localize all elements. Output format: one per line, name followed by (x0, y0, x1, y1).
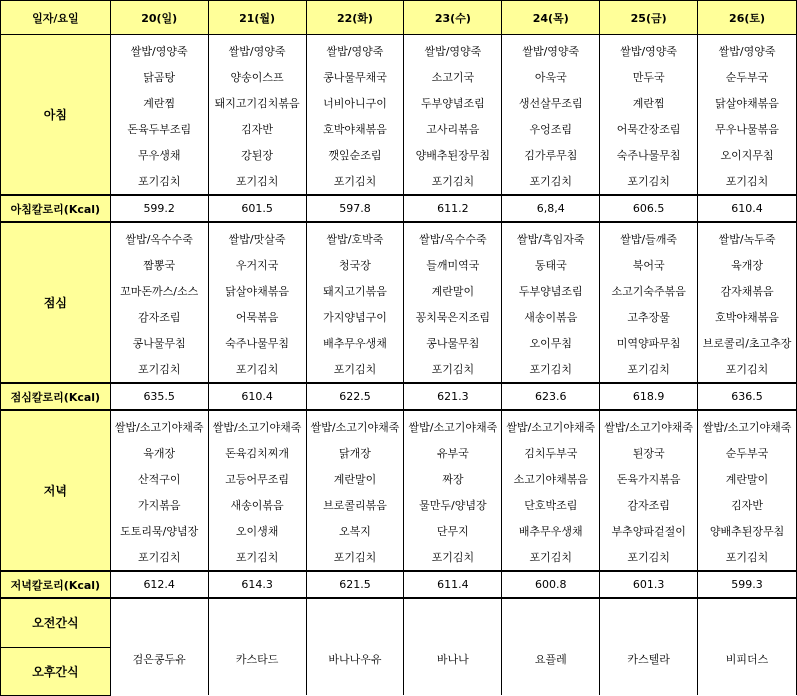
menu-item: 돼지고기김치볶음 (208, 90, 306, 116)
menu-item: 순두부국 (698, 440, 797, 466)
menu-item: 너비아니구이 (306, 90, 404, 116)
kcal-value: 610.4 (698, 195, 797, 222)
menu-item: 포기김치 (502, 168, 600, 195)
menu-item: 어묵간장조림 (600, 116, 698, 142)
snack-item: 요플레 (502, 647, 600, 671)
menu-item: 포기김치 (502, 356, 600, 383)
corner-header: 일자/요일 (1, 1, 111, 35)
lunch-kcal-section (1, 383, 797, 410)
snack-row (1, 647, 797, 671)
kcal-value: 597.8 (306, 195, 404, 222)
menu-item: 닭개장 (306, 440, 404, 466)
menu-item: 쌀밥/녹두죽 (698, 222, 797, 252)
menu-item: 강된장 (208, 142, 306, 168)
menu-item: 물만두/양념장 (404, 492, 502, 518)
snack-item: 카스타드 (208, 647, 306, 671)
menu-row (1, 64, 797, 90)
kcal-value: 621.3 (404, 383, 502, 410)
menu-item: 쌀밥/맛살죽 (208, 222, 306, 252)
menu-item: 감자채볶음 (698, 278, 797, 304)
menu-item: 닭살야채볶음 (698, 90, 797, 116)
snack-item (502, 671, 600, 695)
menu-row (1, 440, 797, 466)
kcal-row (1, 383, 797, 410)
menu-item: 짜장 (404, 466, 502, 492)
menu-item: 청국장 (306, 252, 404, 278)
menu-item: 포기김치 (600, 544, 698, 571)
menu-item: 아욱국 (502, 64, 600, 90)
menu-item: 산적구이 (110, 466, 208, 492)
kcal-row (1, 195, 797, 222)
snack-item (698, 623, 797, 647)
menu-item: 브로콜리/초고추장 (698, 330, 797, 356)
menu-item: 생선살무조림 (502, 90, 600, 116)
snack-item (110, 598, 208, 623)
day-header: 25(금) (600, 1, 698, 35)
pm-snack-section (1, 647, 797, 695)
menu-item: 김가루무침 (502, 142, 600, 168)
menu-item: 쌀밥/소고기야채죽 (698, 410, 797, 440)
menu-item: 계란말이 (404, 278, 502, 304)
menu-item: 쌀밥/영양죽 (306, 35, 404, 65)
menu-item: 소고기숙주볶음 (600, 278, 698, 304)
snack-item (698, 671, 797, 695)
menu-item: 미역양파무침 (600, 330, 698, 356)
menu-row (1, 35, 797, 65)
menu-item: 포기김치 (404, 168, 502, 195)
menu-item: 쌀밥/소고기야채죽 (404, 410, 502, 440)
snack-item (306, 598, 404, 623)
kcal-value: 601.5 (208, 195, 306, 222)
menu-item: 북어국 (600, 252, 698, 278)
menu-item: 들깨미역국 (404, 252, 502, 278)
day-header: 21(월) (208, 1, 306, 35)
menu-item: 새송이볶음 (208, 492, 306, 518)
pm_snack-label: 오후간식 (1, 647, 111, 695)
menu-item: 양송이스프 (208, 64, 306, 90)
menu-item: 포기김치 (110, 356, 208, 383)
menu-row (1, 304, 797, 330)
menu-item: 돈육김치찌개 (208, 440, 306, 466)
menu-item: 쌀밥/영양죽 (698, 35, 797, 65)
menu-item: 단무지 (404, 518, 502, 544)
menu-item: 쌀밥/소고기야채죽 (502, 410, 600, 440)
snack-item: 비피더스 (698, 647, 797, 671)
menu-item: 도토리묵/양념장 (110, 518, 208, 544)
kcal-value: 6,8,4 (502, 195, 600, 222)
menu-item: 포기김치 (110, 544, 208, 571)
menu-item: 쌀밥/소고기야채죽 (208, 410, 306, 440)
menu-item: 우거지국 (208, 252, 306, 278)
day-header: 20(일) (110, 1, 208, 35)
menu-item: 두부양념조림 (502, 278, 600, 304)
breakfast-kcal-label: 아침칼로리(Kcal) (1, 195, 111, 222)
menu-item: 계란말이 (698, 466, 797, 492)
dinner-kcal-section (1, 571, 797, 598)
snack-item (600, 623, 698, 647)
menu-item: 두부양념조림 (404, 90, 502, 116)
snack-item (404, 671, 502, 695)
menu-item: 동태국 (502, 252, 600, 278)
kcal-value: 614.3 (208, 571, 306, 598)
kcal-value: 612.4 (110, 571, 208, 598)
snack-row (1, 671, 797, 695)
menu-item: 콩나물무채국 (306, 64, 404, 90)
menu-item: 쌀밥/옥수수죽 (110, 222, 208, 252)
am-snack-section (1, 598, 797, 647)
header-row (1, 1, 797, 35)
menu-item: 소고기야채볶음 (502, 466, 600, 492)
menu-item: 숙주나물무침 (208, 330, 306, 356)
menu-item: 돈육가지볶음 (600, 466, 698, 492)
menu-item: 포기김치 (600, 168, 698, 195)
menu-item: 오복지 (306, 518, 404, 544)
menu-item: 쌀밥/소고기야채죽 (110, 410, 208, 440)
snack-item (502, 598, 600, 623)
menu-item: 오이생채 (208, 518, 306, 544)
snack-item (306, 623, 404, 647)
menu-item: 콩나물무침 (110, 330, 208, 356)
menu-row (1, 116, 797, 142)
kcal-value: 599.2 (110, 195, 208, 222)
menu-item: 포기김치 (208, 168, 306, 195)
menu-item: 배추무우생채 (306, 330, 404, 356)
snack-item: 카스텔라 (600, 647, 698, 671)
kcal-value: 618.9 (600, 383, 698, 410)
menu-item: 쌀밥/소고기야채죽 (600, 410, 698, 440)
menu-row (1, 356, 797, 383)
menu-item: 호박야채볶음 (698, 304, 797, 330)
menu-row (1, 492, 797, 518)
kcal-value: 611.4 (404, 571, 502, 598)
menu-item: 계란찜 (110, 90, 208, 116)
menu-item: 육개장 (110, 440, 208, 466)
menu-item: 포기김치 (600, 356, 698, 383)
snack-item (208, 623, 306, 647)
menu-item: 만두국 (600, 64, 698, 90)
dinner-kcal-label: 저녁칼로리(Kcal) (1, 571, 111, 598)
kcal-row (1, 571, 797, 598)
menu-item: 된장국 (600, 440, 698, 466)
menu-item: 가지볶음 (110, 492, 208, 518)
kcal-value: 621.5 (306, 571, 404, 598)
menu-item: 배추무우생채 (502, 518, 600, 544)
menu-item: 순두부국 (698, 64, 797, 90)
menu-item: 깻잎순조림 (306, 142, 404, 168)
dinner-section (1, 410, 797, 571)
menu-item: 단호박조림 (502, 492, 600, 518)
menu-item: 꽁치묵은지조림 (404, 304, 502, 330)
kcal-value: 611.2 (404, 195, 502, 222)
menu-item: 호박야채볶음 (306, 116, 404, 142)
menu-item: 돈육두부조림 (110, 116, 208, 142)
menu-item: 포기김치 (404, 544, 502, 571)
menu-row (1, 544, 797, 571)
menu-item: 소고기국 (404, 64, 502, 90)
snack-item (502, 623, 600, 647)
breakfast-section (1, 35, 797, 196)
menu-item: 양배추된장무침 (698, 518, 797, 544)
kcal-value: 599.3 (698, 571, 797, 598)
menu-item: 짬뽕국 (110, 252, 208, 278)
snack-item: 검은콩두유 (110, 647, 208, 671)
menu-row (1, 518, 797, 544)
menu-item: 쌀밥/영양죽 (502, 35, 600, 65)
menu-item: 쌀밥/흑임자죽 (502, 222, 600, 252)
menu-item: 닭살야채볶음 (208, 278, 306, 304)
menu-item: 쌀밥/영양죽 (600, 35, 698, 65)
menu-item: 쌀밥/영양죽 (404, 35, 502, 65)
menu-item: 브로콜리볶음 (306, 492, 404, 518)
snack-item (600, 671, 698, 695)
menu-item: 쌀밥/영양죽 (110, 35, 208, 65)
menu-row (1, 466, 797, 492)
menu-item: 포기김치 (208, 544, 306, 571)
day-header: 26(토) (698, 1, 797, 35)
menu-item: 포기김치 (698, 544, 797, 571)
menu-item: 가지양념구이 (306, 304, 404, 330)
menu-item: 포기김치 (698, 168, 797, 195)
snack-item (110, 671, 208, 695)
menu-item: 포기김치 (306, 544, 404, 571)
kcal-value: 610.4 (208, 383, 306, 410)
snack-item: 바나나 (404, 647, 502, 671)
snack-item (306, 671, 404, 695)
kcal-value: 623.6 (502, 383, 600, 410)
lunch-section (1, 222, 797, 383)
menu-item: 돼지고기볶음 (306, 278, 404, 304)
menu-item: 포기김치 (306, 356, 404, 383)
day-header: 23(수) (404, 1, 502, 35)
menu-item: 포기김치 (404, 356, 502, 383)
menu-item: 새송이볶음 (502, 304, 600, 330)
menu-item: 김치두부국 (502, 440, 600, 466)
menu-item: 쌀밥/들깨죽 (600, 222, 698, 252)
menu-item: 유부국 (404, 440, 502, 466)
menu-item: 포기김치 (208, 356, 306, 383)
menu-item: 쌀밥/호박죽 (306, 222, 404, 252)
day-header: 24(목) (502, 1, 600, 35)
menu-item: 콩나물무침 (404, 330, 502, 356)
menu-item: 쌀밥/옥수수죽 (404, 222, 502, 252)
am_snack-label: 오전간식 (1, 598, 111, 647)
menu-item: 포기김치 (698, 356, 797, 383)
lunch-kcal-label: 점심칼로리(Kcal) (1, 383, 111, 410)
menu-row (1, 168, 797, 195)
snack-item (110, 623, 208, 647)
kcal-value: 600.8 (502, 571, 600, 598)
menu-item: 무우생채 (110, 142, 208, 168)
menu-item: 감자조림 (600, 492, 698, 518)
lunch-label: 점심 (1, 222, 111, 383)
menu-row (1, 142, 797, 168)
menu-item: 어묵볶음 (208, 304, 306, 330)
snack-item (600, 598, 698, 623)
menu-item: 고등어무조림 (208, 466, 306, 492)
menu-item: 무우나물볶음 (698, 116, 797, 142)
snack-item (404, 598, 502, 623)
menu-row (1, 278, 797, 304)
breakfast-kcal-section (1, 195, 797, 222)
kcal-value: 601.3 (600, 571, 698, 598)
menu-item: 고추장물 (600, 304, 698, 330)
menu-item: 감자조림 (110, 304, 208, 330)
menu-item: 고사리볶음 (404, 116, 502, 142)
menu-row (1, 90, 797, 116)
snack-row (1, 598, 797, 623)
menu-item: 김자반 (208, 116, 306, 142)
menu-item: 육개장 (698, 252, 797, 278)
snack-item (698, 598, 797, 623)
dinner-label: 저녁 (1, 410, 111, 571)
menu-item: 우엉조림 (502, 116, 600, 142)
menu-row (1, 252, 797, 278)
menu-row (1, 330, 797, 356)
kcal-value: 636.5 (698, 383, 797, 410)
kcal-value: 622.5 (306, 383, 404, 410)
menu-item: 포기김치 (110, 168, 208, 195)
snack-item: 바나나우유 (306, 647, 404, 671)
menu-item: 계란찜 (600, 90, 698, 116)
menu-item: 꼬마돈까스/소스 (110, 278, 208, 304)
kcal-value: 635.5 (110, 383, 208, 410)
menu-item: 김자반 (698, 492, 797, 518)
kcal-value: 606.5 (600, 195, 698, 222)
menu-item: 포기김치 (502, 544, 600, 571)
menu-item: 부추양파겉절이 (600, 518, 698, 544)
day-header: 22(화) (306, 1, 404, 35)
menu-item: 오이무침 (502, 330, 600, 356)
menu-item: 계란말이 (306, 466, 404, 492)
snack-item (208, 598, 306, 623)
menu-item: 닭곰탕 (110, 64, 208, 90)
menu-item: 포기김치 (306, 168, 404, 195)
menu-item: 양배추된장무침 (404, 142, 502, 168)
menu-item: 오이지무침 (698, 142, 797, 168)
menu-row (1, 222, 797, 252)
snack-item (404, 623, 502, 647)
menu-item: 쌀밥/영양죽 (208, 35, 306, 65)
menu-row (1, 410, 797, 440)
breakfast-label: 아침 (1, 35, 111, 196)
menu-item: 쌀밥/소고기야채죽 (306, 410, 404, 440)
snack-row (1, 623, 797, 647)
snack-item (208, 671, 306, 695)
menu-item: 숙주나물무침 (600, 142, 698, 168)
